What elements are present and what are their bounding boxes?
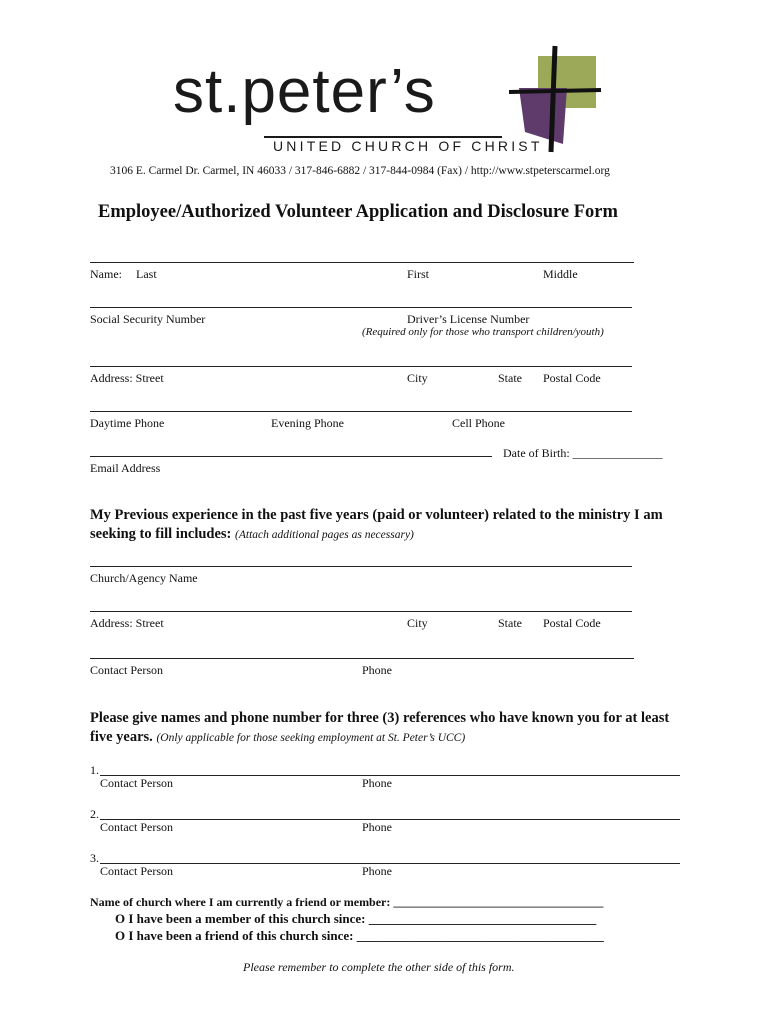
license-note: (Required only for those who transport children/youth) <box>362 326 604 338</box>
reference-phone-label: Phone <box>362 820 392 834</box>
reference-contact-label: Contact Person <box>100 820 173 834</box>
logo-underline <box>264 136 502 138</box>
reference-number: 1. <box>90 763 99 777</box>
middle-label: Middle <box>543 267 578 281</box>
logo-subtitle: UNITED CHURCH OF CHRIST <box>273 138 543 154</box>
experience-street-label: Address: Street <box>90 616 164 630</box>
friend-since-field[interactable]: O I have been a friend of this church since: ______________________________________ <box>115 928 604 943</box>
name-field[interactable] <box>90 262 634 263</box>
experience-heading-text: My Previous experience in the past five years (paid or volunteer) related to the ministry I am seeking to fill includes: <box>90 507 663 542</box>
reference-contact-label: Contact Person <box>100 776 173 790</box>
logo-text: st.peter’s <box>173 57 436 126</box>
experience-postal-label: Postal Code <box>543 616 601 630</box>
daytime-phone-label: Daytime Phone <box>90 416 165 430</box>
experience-city-label: City <box>407 616 428 630</box>
reference-contact-label: Contact Person <box>100 864 173 878</box>
experience-contact-field[interactable] <box>90 658 634 659</box>
name-label: Name: <box>90 267 122 281</box>
reference-number: 3. <box>90 851 99 865</box>
footer-note: Please remember to complete the other side of this form. <box>243 960 515 974</box>
state-label: State <box>498 371 522 385</box>
reference-number: 2. <box>90 807 99 821</box>
city-label: City <box>407 371 428 385</box>
postal-label: Postal Code <box>543 371 601 385</box>
experience-state-label: State <box>498 616 522 630</box>
church-agency-field[interactable] <box>90 566 632 567</box>
references-heading <box>90 709 680 748</box>
address-field[interactable] <box>90 366 632 367</box>
first-label: First <box>407 267 430 281</box>
last-label: Last <box>136 267 157 281</box>
email-label: Email Address <box>90 461 161 475</box>
form-title: Employee/Authorized Volunteer Application and Disclosure Form <box>98 202 618 222</box>
experience-address-field[interactable] <box>90 611 632 612</box>
ssn-license-field[interactable] <box>90 307 632 308</box>
experience-note: (Attach additional pages as necessary) <box>235 529 414 541</box>
references-note: (Only applicable for those seeking employment at St. Peter’s UCC) <box>156 732 466 744</box>
reference-phone-label: Phone <box>362 776 392 790</box>
license-label: Driver’s License Number <box>407 312 530 326</box>
references-heading-text: Please give names and phone number for three (3) references who have known you for at least five years. <box>90 710 670 745</box>
member-since-field[interactable]: O I have been a member of this church since: ___________________________________ <box>115 911 597 926</box>
cell-phone-label: Cell Phone <box>452 416 505 430</box>
evening-phone-label: Evening Phone <box>271 416 344 430</box>
address-line: 3106 E. Carmel Dr. Carmel, IN 46033 / 317-846-6882 / 317-844-0984 (Fax) / http://www.stpeterscarmel.org <box>110 165 610 177</box>
reference-phone-label: Phone <box>362 864 392 878</box>
street-label: Address: Street <box>90 371 164 385</box>
current-church-field[interactable]: Name of church where I am currently a friend or member: ___________________________________ <box>90 895 604 909</box>
experience-phone-label: Phone <box>362 663 392 677</box>
experience-contact-label: Contact Person <box>90 663 163 677</box>
experience-heading <box>90 506 680 545</box>
church-agency-label: Church/Agency Name <box>90 571 198 585</box>
ssn-label: Social Security Number <box>90 312 206 326</box>
cross-logo-icon <box>505 44 605 156</box>
email-field[interactable] <box>90 456 492 457</box>
dob-label[interactable]: Date of Birth: _______________ <box>503 446 663 460</box>
phone-field[interactable] <box>90 411 632 412</box>
